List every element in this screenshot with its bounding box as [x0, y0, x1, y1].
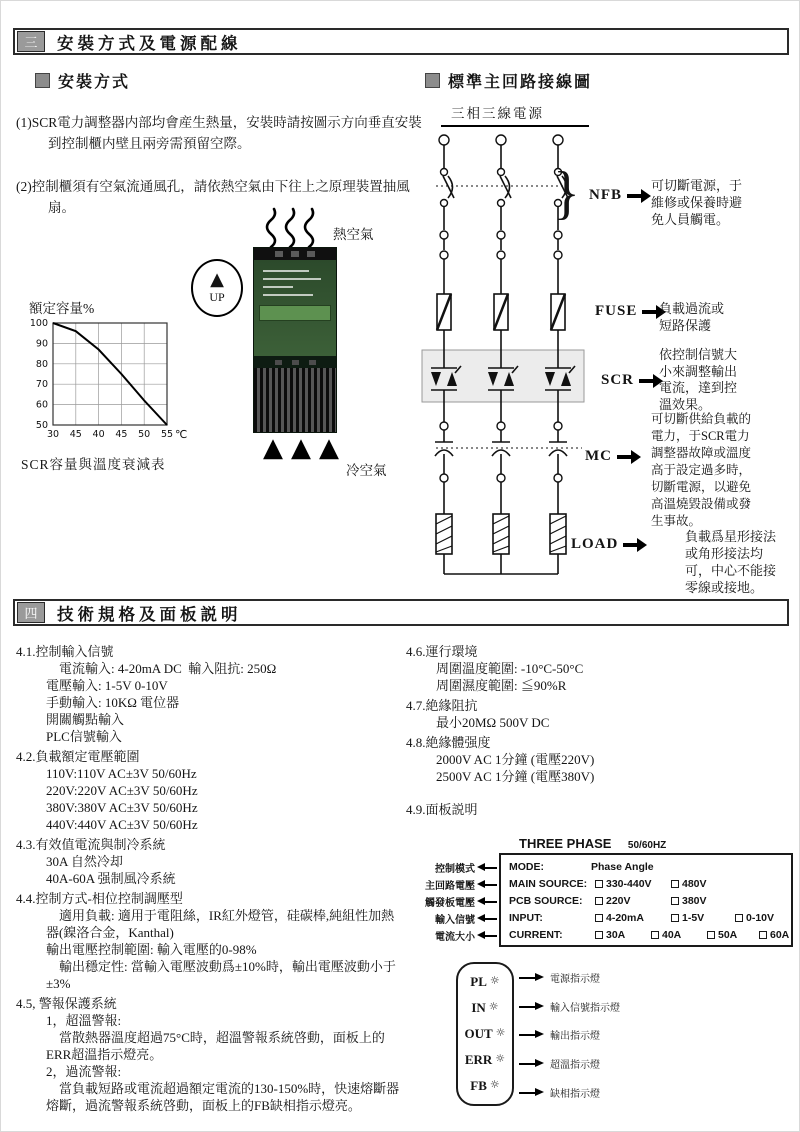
- nfb-label-text: NFB: [589, 187, 622, 203]
- spec-block: [16, 890, 401, 992]
- panel-option: [671, 912, 704, 924]
- spec-block: [16, 995, 401, 1114]
- panel-option: [651, 929, 681, 941]
- svg-text:70: 70: [35, 379, 48, 391]
- spec-block: [16, 836, 401, 887]
- indicator-code: IN: [471, 1000, 486, 1015]
- indicator-desc: [519, 1027, 600, 1042]
- svg-text:40: 40: [92, 429, 105, 440]
- up-arrow-icon: ▲: [210, 269, 224, 290]
- spec-line: 2500V AC 1分鐘 (電壓380V): [436, 769, 595, 784]
- fuse-label: [595, 303, 666, 320]
- scr-regulator-device: [253, 247, 337, 433]
- indicator-desc: [519, 999, 620, 1014]
- panel-option-label: Phase Angle: [591, 861, 654, 873]
- panel-row: [501, 860, 791, 876]
- capacity-axis-label: 額定容量%: [29, 301, 95, 316]
- spec-block: [406, 801, 796, 818]
- scr-label-text: SCR: [601, 372, 635, 388]
- load-label: [571, 536, 647, 553]
- indicator-lamp-box: [456, 962, 514, 1106]
- svg-text:30: 30: [46, 429, 60, 440]
- indicator-desc-label: 缺相指示燈: [550, 1089, 600, 1100]
- nfb-note: 可切斷電源，于維修或保養時避免人員觸電。: [651, 178, 743, 227]
- spec-block: [406, 643, 796, 694]
- panel-title: [519, 835, 666, 853]
- panel-option-label: 60A: [770, 929, 790, 941]
- svg-text:℃: ℃: [175, 428, 188, 441]
- svg-text:45: 45: [69, 429, 82, 440]
- spec-line: 電流輸入: 4-20mA DC 輸入阻抗: 250Ω: [59, 661, 277, 676]
- spec-block: [406, 697, 796, 731]
- install-para-1: (1)SCR電力調整器内部均會産生熱量，安裝時請按圖示方向垂直安裝到控制櫃内壁且兩旁需預留空際。: [16, 115, 422, 151]
- spec-line: PLC信號輸入: [46, 729, 122, 744]
- heat-waves-icon: [257, 205, 329, 249]
- spec-line: 220V:220V AC±3V 50/60Hz: [46, 783, 198, 798]
- mc-label-text: MC: [585, 448, 612, 464]
- spec-line: 1，超溫警報:: [46, 1013, 122, 1028]
- arrow-left-icon: [477, 931, 497, 940]
- indicator: [470, 1078, 500, 1094]
- fuse-label-text: FUSE: [595, 303, 638, 319]
- spec-line: 輸出穩定性: 當輸入電壓波動爲±10%時，輸出電壓波動小于±3%: [46, 959, 396, 991]
- spec-line: 周圍溫度範圍: -10°C-50°C: [436, 661, 584, 676]
- cold-air-arrows: [263, 433, 347, 463]
- indicator-code: PL: [470, 974, 487, 989]
- arrow-right-icon: [519, 973, 545, 982]
- spec-line: 2，過流警報:: [46, 1064, 122, 1079]
- spec-line: 最小20MΩ 500V DC: [436, 715, 550, 730]
- spec-heading: 4.3.有效值電流與制冷系統: [16, 837, 166, 852]
- arrow-left-icon: [477, 880, 497, 889]
- panel-option: [707, 929, 737, 941]
- wiring-diagram-heading: [425, 69, 592, 92]
- section4-title: 技術規格及面板説明: [57, 604, 242, 624]
- indicator: [465, 1052, 505, 1068]
- indicator-desc-label: 超溫指示燈: [550, 1060, 600, 1071]
- install-method-heading: [35, 69, 130, 92]
- indicator-code: ERR: [464, 1052, 493, 1067]
- section3-header: [13, 28, 789, 55]
- derating-chart: [17, 317, 199, 447]
- panel-option-label: 40A: [662, 929, 682, 941]
- section4-header: [13, 599, 789, 626]
- panel-pointer: [411, 928, 497, 943]
- svg-text:50: 50: [138, 429, 151, 440]
- indicator-desc-label: 電源指示燈: [550, 974, 600, 985]
- section3-title: 安裝方式及電源配線: [57, 33, 242, 53]
- panel-nameplate: [499, 853, 793, 947]
- panel-row: [501, 877, 791, 893]
- indicator-desc-label: 輸入信號指示燈: [550, 1003, 620, 1014]
- spec-line: 開關觸點輸入: [46, 712, 125, 727]
- checkbox-icon: [671, 897, 679, 905]
- panel-row-label: MAIN SOURCE:: [509, 878, 588, 890]
- device-heatsink: [254, 368, 336, 432]
- bullet-square-icon: [425, 73, 440, 88]
- panel-option-label: 380V: [682, 895, 707, 907]
- indicator: [470, 974, 500, 990]
- svg-text:90: 90: [35, 338, 48, 350]
- spec-line: 適用負載: 適用于電阻絲，IR紅外燈管，硅碳棒,純組性加熱器(鎳洛合金，Kanthal): [46, 908, 395, 940]
- spec-block: [16, 748, 401, 833]
- spec-line: 40A-60A 强制風冷系統: [46, 871, 176, 886]
- spec-line: 30A 自然冷却: [46, 854, 123, 869]
- panel-row-label: PCB SOURCE:: [509, 895, 583, 907]
- indicator: [464, 1026, 505, 1042]
- svg-text:100: 100: [29, 318, 48, 329]
- indicator-code: FB: [470, 1078, 487, 1093]
- panel-option: [735, 912, 774, 924]
- arrow-right-icon: [617, 451, 641, 463]
- spec-heading: 4.8.絶緣體强度: [406, 735, 491, 750]
- panel-pointer: [411, 877, 497, 892]
- panel-pointer: [411, 894, 497, 909]
- spec-heading: 4.2.負載額定電壓範圍: [16, 749, 140, 764]
- section4-number: 四: [17, 602, 45, 623]
- led-icon: ☼: [489, 1077, 500, 1091]
- arrow-right-icon: [519, 1088, 545, 1097]
- panel-option-label: 330-440V: [606, 878, 652, 890]
- checkbox-icon: [595, 914, 603, 922]
- panel-row: [501, 894, 791, 910]
- checkbox-icon: [759, 931, 767, 939]
- checkbox-icon: [595, 880, 603, 888]
- section3-number: 三: [17, 31, 45, 52]
- svg-text:45: 45: [115, 429, 128, 440]
- spec-line: 110V:110V AC±3V 50/60Hz: [46, 766, 197, 781]
- fuse-note: 負載過流或短路保護: [659, 301, 725, 333]
- spec-heading: 4.5, 警報保護系統: [16, 996, 117, 1011]
- svg-text:50: 50: [35, 420, 48, 431]
- panel-pointer-label: 電流大小: [435, 932, 475, 943]
- up-arrow-icon: ▲: [319, 433, 347, 463]
- up-label: UP: [209, 290, 225, 304]
- panel-row: [501, 928, 791, 944]
- panel-row-label: CURRENT:: [509, 929, 563, 941]
- bullet-square-icon: [35, 73, 50, 88]
- specs-left-column: [16, 643, 401, 1117]
- spec-line: 電壓輸入: 1-5V 0-10V: [46, 678, 168, 693]
- panel-option: [759, 929, 789, 941]
- spec-line: 周圍濕度範圍: ≦90%R: [436, 678, 567, 693]
- spec-block: [16, 643, 401, 745]
- panel-option: [595, 895, 631, 907]
- checkbox-icon: [735, 914, 743, 922]
- panel-option-label: 220V: [606, 895, 631, 907]
- checkbox-icon: [595, 897, 603, 905]
- panel-pointer-label: 輸入信號: [435, 915, 475, 926]
- spec-line: 輸出電壓控制範圍: 輸入電壓的0-98%: [46, 942, 257, 957]
- indicator-desc-label: 輸出指示燈: [550, 1031, 600, 1042]
- hot-air-label: 熱空氣: [333, 227, 374, 242]
- panel-pointer-label: 主回路電壓: [425, 881, 475, 892]
- panel-option: [591, 861, 654, 873]
- panel-row-label: INPUT:: [509, 912, 543, 924]
- panel-row-label: MODE:: [509, 861, 544, 873]
- device-front-panel: [254, 260, 336, 356]
- panel-option-label: 50A: [718, 929, 738, 941]
- spec-heading: 4.7.絶緣阻抗: [406, 698, 478, 713]
- cold-air-label: 冷空氣: [346, 463, 387, 478]
- spec-block: [406, 734, 796, 785]
- mc-note: 可切斷供給負載的電力，于SCR電力調整器故障或溫度高于設定過多時，切斷電源，以避免高溫燒毀設備或發生事故。: [651, 412, 752, 528]
- arrow-left-icon: [477, 863, 497, 872]
- checkbox-icon: [671, 880, 679, 888]
- arrow-right-icon: [519, 1030, 545, 1039]
- panel-option-label: 480V: [682, 878, 707, 890]
- panel-option-label: 1-5V: [682, 912, 705, 924]
- panel-row: [501, 911, 791, 927]
- panel-option-label: 30A: [606, 929, 626, 941]
- led-icon: ☼: [495, 1025, 506, 1039]
- indicator: [471, 1000, 498, 1016]
- indicator-code: OUT: [464, 1026, 493, 1041]
- panel-option: [671, 895, 707, 907]
- chart-caption: SCR容量與溫度衰減表: [21, 457, 166, 472]
- install-heading-label: 安裝方式: [58, 74, 131, 91]
- device-label-band: [259, 305, 331, 321]
- install-para-2: (2)控制櫃須有空氣流通風孔，請依熱空氣由下往上之原理裝置抽風扇。: [16, 179, 410, 215]
- checkbox-icon: [671, 914, 679, 922]
- load-note: 負載爲星形接法或角形接法均可，中心不能接零線或接地。: [685, 529, 777, 595]
- svg-text:55: 55: [160, 429, 174, 440]
- svg-text:80: 80: [35, 358, 48, 370]
- device-input-terminals: [254, 248, 336, 260]
- spec-line: 手動輸入: 10KΩ 電位器: [46, 695, 180, 710]
- spec-heading: 4.9.面板説明: [406, 802, 478, 817]
- checkbox-icon: [707, 931, 715, 939]
- power-source-label: 三相三線電源: [441, 102, 589, 127]
- panel-option: [595, 912, 644, 924]
- panel-pointer: [411, 860, 497, 875]
- panel-title-text: THREE PHASE: [519, 836, 612, 851]
- spec-line: 440V:440V AC±3V 50/60Hz: [46, 817, 198, 832]
- panel-pointer-label: 觸發板電壓: [425, 898, 475, 909]
- svg-text:60: 60: [35, 399, 48, 411]
- panel-pointer-label: 控制模式: [435, 864, 475, 875]
- panel-option-label: 0-10V: [746, 912, 775, 924]
- spec-line: 2000V AC 1分鐘 (電壓220V): [436, 752, 595, 767]
- nfb-label: [589, 187, 651, 204]
- checkbox-icon: [595, 931, 603, 939]
- panel-option: [595, 878, 652, 890]
- arrow-right-icon: [627, 190, 651, 202]
- indicator-desc: [519, 1056, 600, 1071]
- spec-line: 當散熱器溫度超過75°C時，超溫警報系統啓動，面板上的ERR超溫指示燈亮。: [46, 1030, 385, 1062]
- brace-icon: }: [553, 160, 580, 226]
- spec-heading: 4.1.控制輸入信號: [16, 644, 114, 659]
- led-icon: ☼: [495, 1051, 506, 1065]
- indicator-desc: [519, 1085, 600, 1100]
- arrow-left-icon: [477, 897, 497, 906]
- spec-heading: 4.4.控制方式-相位控制調壓型: [16, 891, 183, 906]
- load-label-text: LOAD: [571, 536, 619, 552]
- panel-pointer: [411, 911, 497, 926]
- spec-heading: 4.6.運行環境: [406, 644, 478, 659]
- indicator-desc: [519, 970, 600, 985]
- panel-option: [595, 929, 625, 941]
- spec-line: 當負載短路或電流超過額定電流的130-150%時，快速熔斷器熔斷，過流警報系統啓動，面板上的FB缺相指示燈亮。: [46, 1081, 400, 1113]
- mc-label: [585, 448, 641, 465]
- checkbox-icon: [651, 931, 659, 939]
- specs-right-column: [406, 643, 796, 821]
- arrow-right-icon: [623, 539, 647, 551]
- up-arrow-icon: ▲: [291, 433, 319, 463]
- spec-line: 380V:380V AC±3V 50/60Hz: [46, 800, 198, 815]
- arrow-left-icon: [477, 914, 497, 923]
- arrow-right-icon: [519, 1002, 545, 1011]
- up-direction-badge: [191, 259, 243, 317]
- panel-option: [671, 878, 707, 890]
- led-icon: ☼: [488, 999, 499, 1013]
- up-arrow-icon: ▲: [263, 433, 291, 463]
- scr-label: [601, 372, 663, 389]
- led-icon: ☼: [489, 973, 500, 987]
- device-output-terminals: [254, 356, 336, 368]
- wiring-heading-label: 標準主回路接線圖: [448, 74, 593, 91]
- scr-note: 依控制信號大小來調整輸出電流，達到控溫效果。: [659, 347, 738, 412]
- panel-frequency: 50/60HZ: [627, 840, 667, 851]
- arrow-right-icon: [519, 1059, 545, 1068]
- panel-option-label: 4-20mA: [606, 912, 644, 924]
